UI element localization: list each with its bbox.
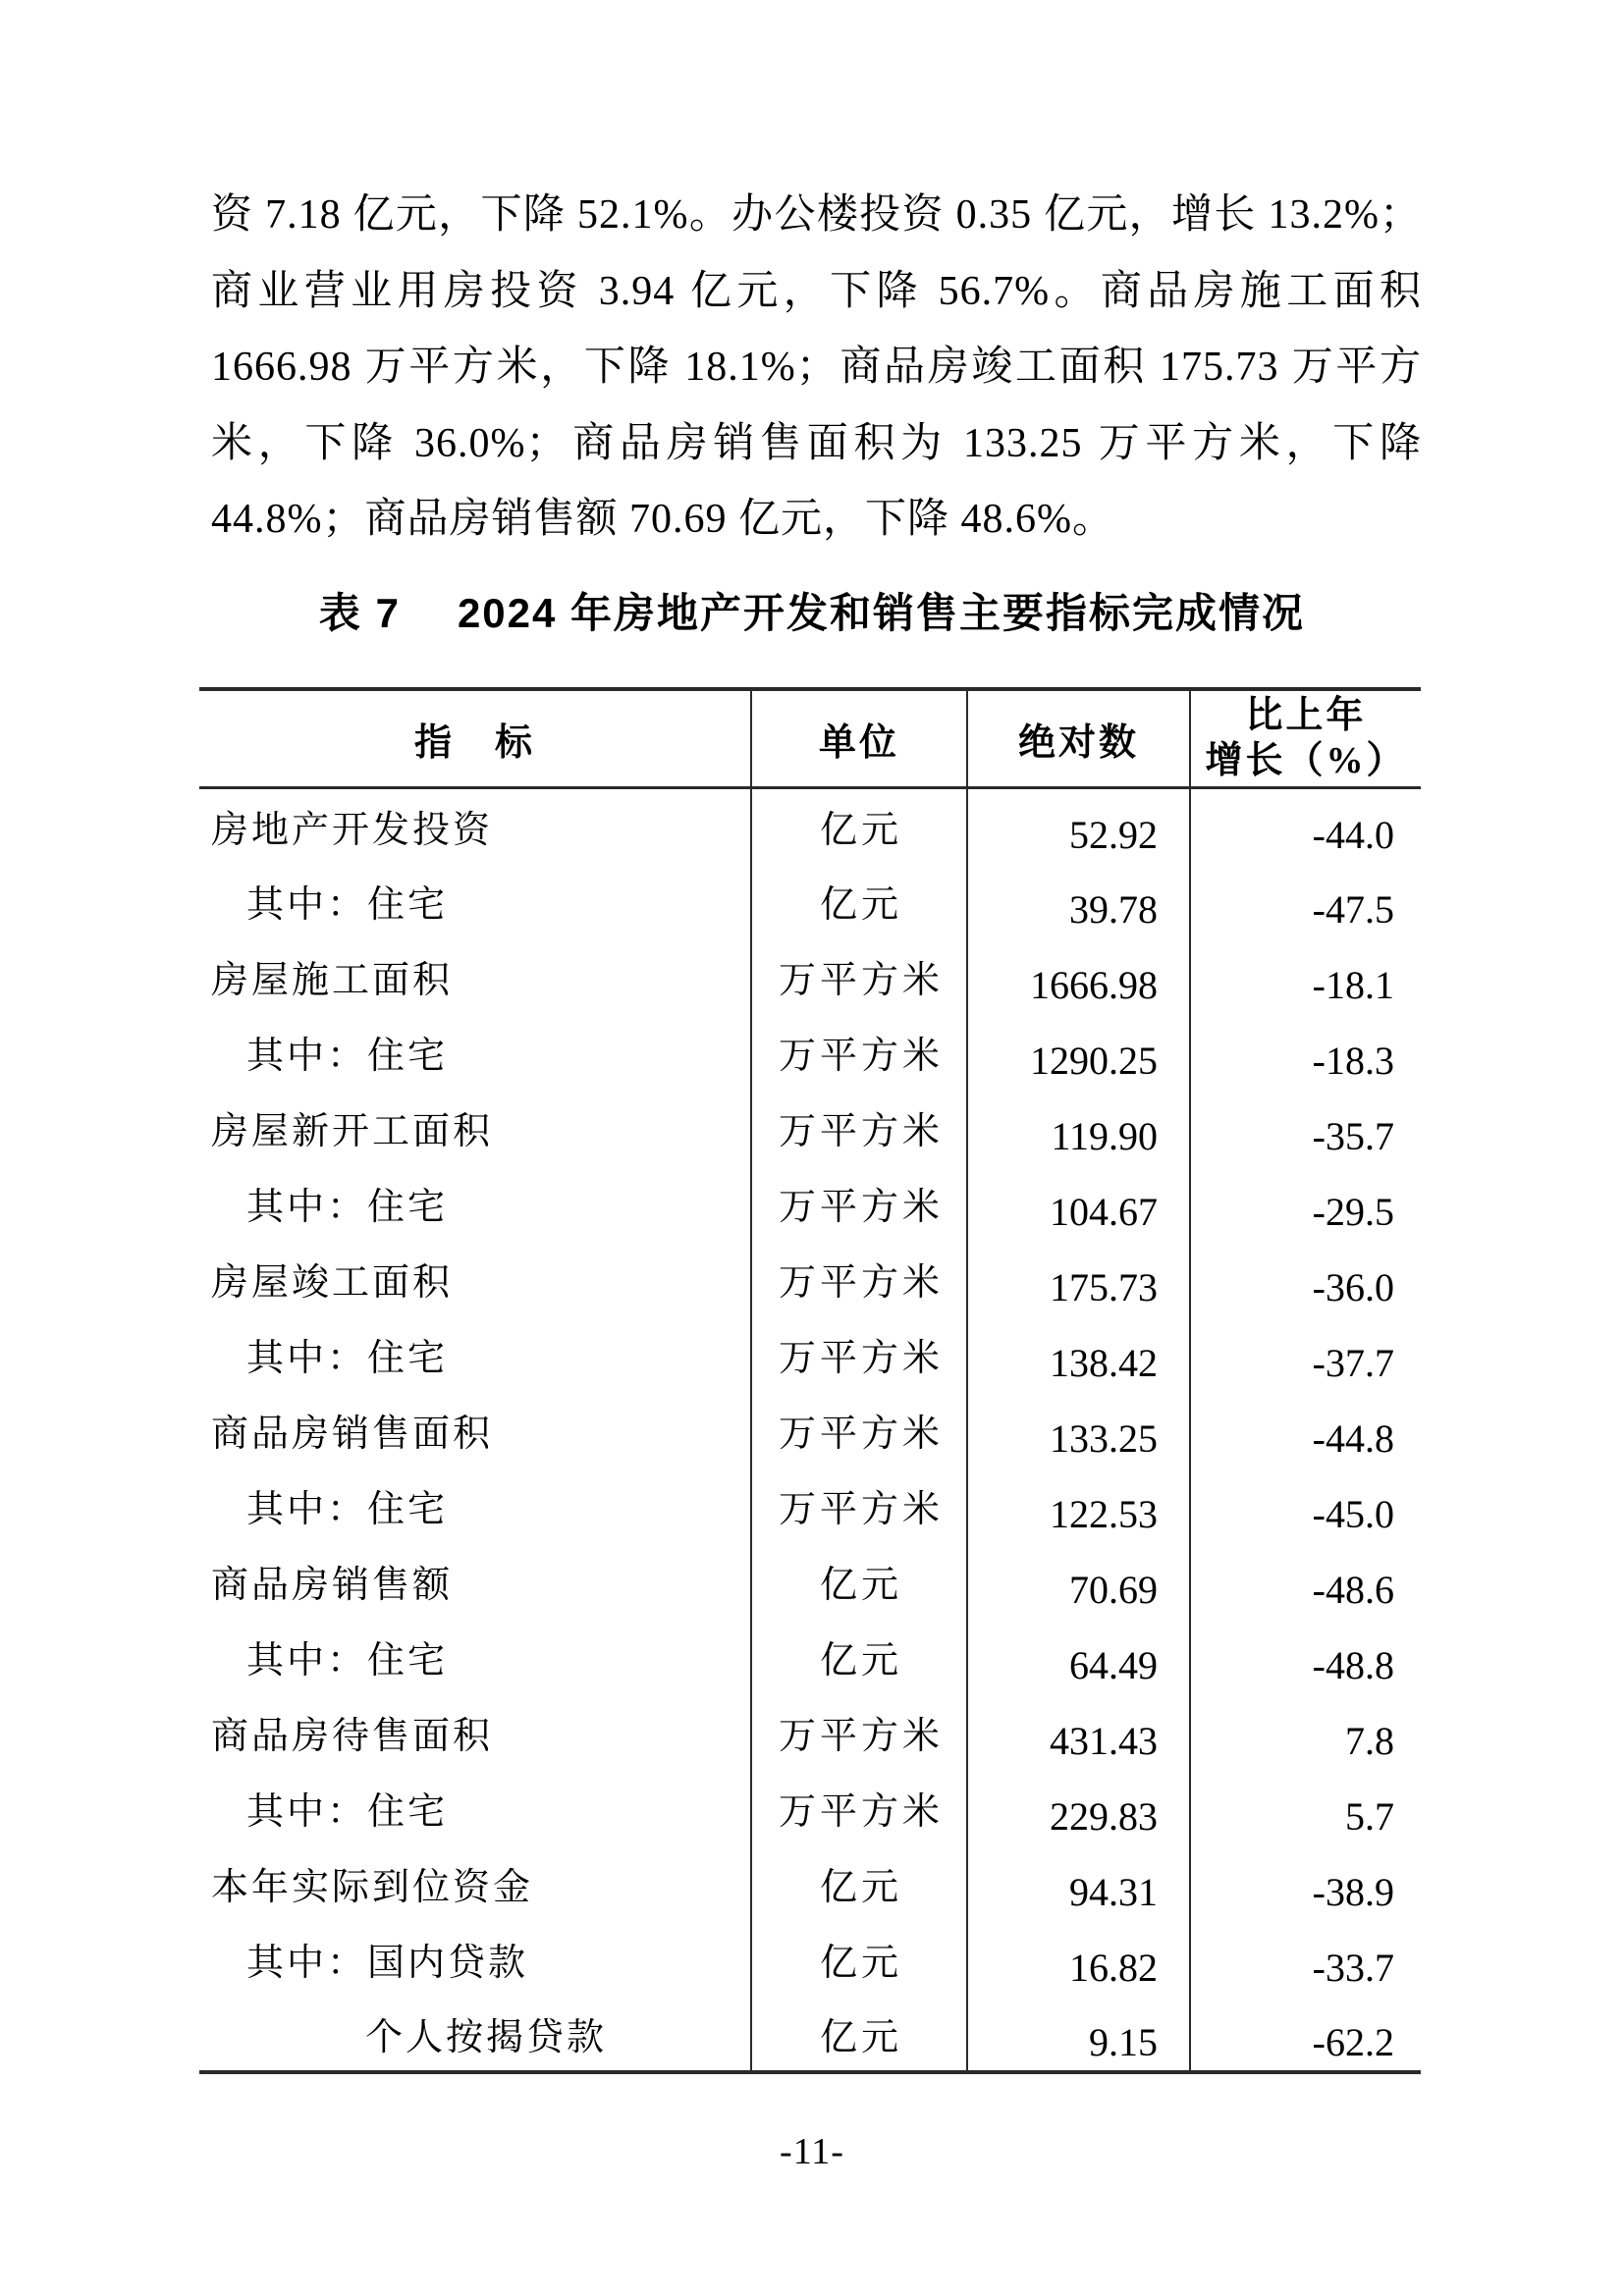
table-row: [199, 1090, 1421, 1165]
table-row: [199, 1392, 1421, 1468]
cell-growth: -38.9: [1312, 1870, 1394, 1914]
cell-growth: -47.5: [1312, 887, 1394, 932]
cell-absolute: 122.53: [967, 1468, 1190, 1543]
cell-unit: 万平方米: [751, 1014, 967, 1090]
header-unit: 单位: [751, 689, 967, 787]
cell-indicator: 房屋竣工面积: [199, 1241, 751, 1316]
cell-absolute: 70.69: [967, 1543, 1190, 1619]
cell-indicator: 商品房销售面积: [199, 1392, 751, 1468]
cell-indicator: 其中：住宅: [199, 1770, 751, 1845]
table-row: [199, 1694, 1421, 1770]
table-row: [199, 787, 1421, 863]
cell-growth: -18.3: [1312, 1039, 1394, 1083]
cell-absolute: 16.82: [967, 1921, 1190, 1997]
cell-unit: 亿元: [751, 1543, 967, 1619]
table-row: [199, 1543, 1421, 1619]
cell-unit: 亿元: [751, 1921, 967, 1997]
page-number: -11-: [780, 2131, 844, 2172]
cell-absolute: 52.92: [967, 787, 1190, 863]
header-growth: [1190, 689, 1421, 787]
body-paragraph: [211, 178, 1422, 559]
cell-growth: -33.7: [1312, 1946, 1394, 1990]
cell-indicator: 商品房待售面积: [199, 1694, 751, 1770]
cell-absolute: 133.25: [967, 1392, 1190, 1468]
cell-growth: -36.0: [1312, 1265, 1394, 1309]
paragraph-line: 1666.98 万平方米，下降 18.1%；商品房竣工面积 175.73 万平方: [211, 345, 1422, 390]
cell-growth: -45.0: [1312, 1492, 1394, 1536]
cell-absolute: 229.83: [967, 1770, 1190, 1845]
cell-unit: 亿元: [751, 863, 967, 938]
cell-indicator: 商品房销售额: [199, 1543, 751, 1619]
table-row: [199, 1165, 1421, 1241]
table-row: [199, 1468, 1421, 1543]
cell-indicator: 其中：住宅: [199, 1316, 751, 1392]
cell-absolute: 431.43: [967, 1694, 1190, 1770]
table-row: [199, 1845, 1421, 1921]
paragraph-line: 44.8%；商品房销售额 70.69 亿元，下降 48.6%。: [211, 497, 1114, 542]
cell-absolute: 175.73: [967, 1241, 1190, 1316]
table-row: [199, 863, 1421, 938]
cell-absolute: 64.49: [967, 1619, 1190, 1694]
table-row: [199, 1770, 1421, 1845]
cell-growth: -48.6: [1312, 1568, 1394, 1612]
header-growth-line2: 增长（%）: [1205, 740, 1407, 782]
paragraph-line: 资 7.18 亿元，下降 52.1%。办公楼投资 0.35 亿元，增长 13.2%；: [211, 192, 1422, 238]
cell-indicator: 其中：住宅: [199, 1165, 751, 1241]
table-row: [199, 1921, 1421, 1997]
cell-unit: 万平方米: [751, 1316, 967, 1392]
cell-indicator: 房屋施工面积: [199, 938, 751, 1014]
table-row: [199, 1619, 1421, 1694]
table-caption-label: 表 7: [318, 590, 401, 636]
cell-indicator: 其中：住宅: [199, 1468, 751, 1543]
cell-unit: 亿元: [751, 1619, 967, 1694]
cell-absolute: 39.78: [967, 863, 1190, 938]
cell-growth: -48.8: [1312, 1643, 1394, 1687]
table-row: [199, 1997, 1421, 2072]
cell-growth: -62.2: [1312, 2020, 1394, 2064]
cell-unit: 万平方米: [751, 1468, 967, 1543]
cell-unit: 万平方米: [751, 1165, 967, 1241]
cell-indicator: 其中：住宅: [199, 863, 751, 938]
table-row: [199, 1241, 1421, 1316]
table-caption: [0, 581, 1624, 640]
table-header-row: [199, 689, 1421, 787]
indicators-table: [199, 687, 1421, 2074]
table-row: [199, 1316, 1421, 1392]
cell-growth: -35.7: [1312, 1114, 1394, 1158]
cell-indicator: 其中：住宅: [199, 1014, 751, 1090]
header-absolute: 绝对数: [967, 689, 1190, 787]
cell-absolute: 1290.25: [967, 1014, 1190, 1090]
cell-growth: 7.8: [1345, 1719, 1394, 1763]
header-growth-line1: 比上年: [1245, 695, 1367, 737]
cell-indicator: 其中：住宅: [199, 1619, 751, 1694]
cell-indicator: 房地产开发投资: [199, 787, 751, 863]
paragraph-line: 商业营业用房投资 3.94 亿元，下降 56.7%。商品房施工面积: [211, 268, 1422, 314]
cell-growth: -44.0: [1312, 812, 1394, 857]
cell-absolute: 94.31: [967, 1845, 1190, 1921]
header-indicator: 指 标: [199, 689, 751, 787]
cell-unit: 亿元: [751, 1997, 967, 2072]
cell-indicator: 其中：国内贷款: [199, 1921, 751, 1997]
cell-unit: 亿元: [751, 787, 967, 863]
paragraph-line: 米，下降 36.0%；商品房销售面积为 133.25 万平方米，下降: [211, 420, 1422, 466]
cell-indicator: 本年实际到位资金: [199, 1845, 751, 1921]
cell-growth: -37.7: [1312, 1341, 1394, 1385]
cell-unit: 万平方米: [751, 1392, 967, 1468]
cell-indicator: 房屋新开工面积: [199, 1090, 751, 1165]
cell-unit: 万平方米: [751, 1241, 967, 1316]
cell-absolute: 1666.98: [967, 938, 1190, 1014]
cell-unit: 万平方米: [751, 1770, 967, 1845]
table-caption-title: 2024 年房地产开发和销售主要指标完成情况: [457, 590, 1306, 636]
cell-absolute: 104.67: [967, 1165, 1190, 1241]
cell-unit: 亿元: [751, 1845, 967, 1921]
table-row: [199, 938, 1421, 1014]
cell-unit: 万平方米: [751, 1694, 967, 1770]
cell-growth: -18.1: [1312, 963, 1394, 1007]
cell-absolute: 119.90: [967, 1090, 1190, 1165]
cell-growth: -29.5: [1312, 1190, 1394, 1234]
cell-unit: 万平方米: [751, 938, 967, 1014]
cell-growth: 5.7: [1345, 1794, 1394, 1839]
cell-absolute: 9.15: [967, 1997, 1190, 2072]
cell-absolute: 138.42: [967, 1316, 1190, 1392]
cell-unit: 万平方米: [751, 1090, 967, 1165]
cell-growth: -44.8: [1312, 1416, 1394, 1461]
table-row: [199, 1014, 1421, 1090]
cell-indicator: 个人按揭贷款: [199, 1997, 751, 2072]
